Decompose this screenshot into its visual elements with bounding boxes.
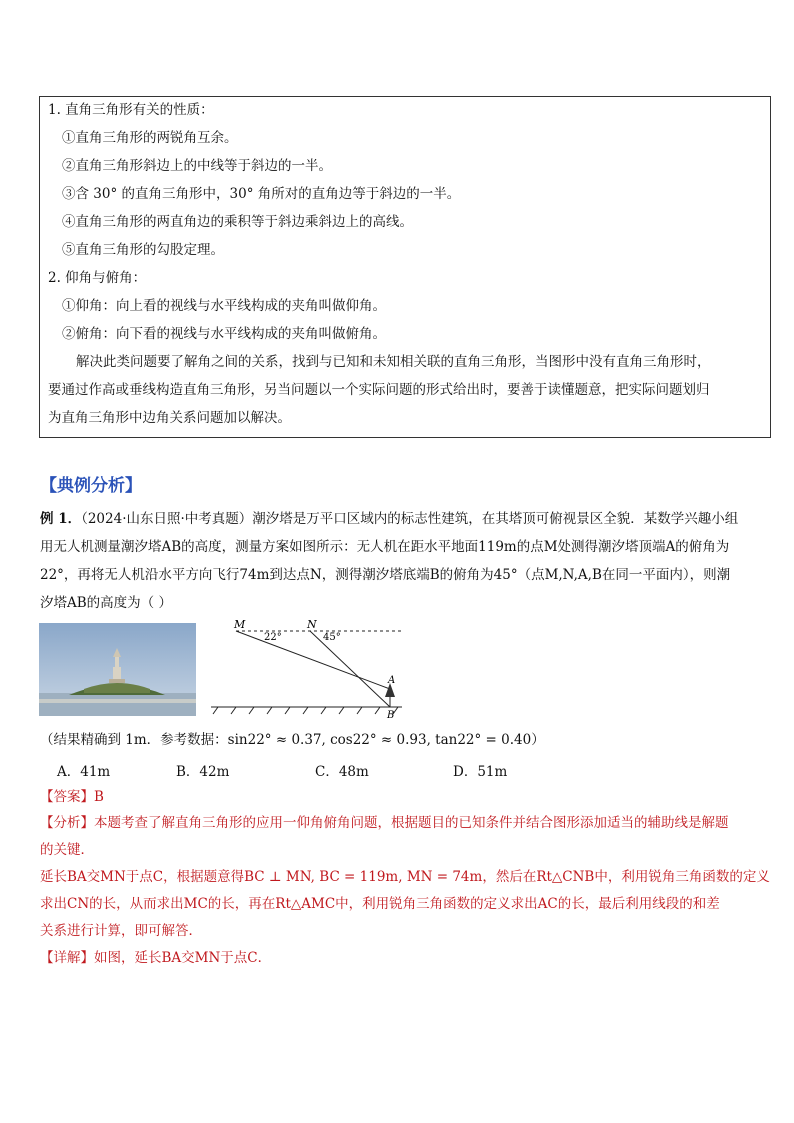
summary-line-4: ③含 30° 的直角三角形中，30° 角所对的直角边等于斜边的一半。 xyxy=(62,186,461,202)
example-line-4: 汐塔AB的高度为（ ） xyxy=(40,595,172,611)
analysis-line-4: 求出CN的长，从而求出MC的长，再在Rt△AMC中，利用锐角三角函数的定义求出AC的长，最后利用线段的和差 xyxy=(40,896,720,912)
angle-45-label: 45° xyxy=(323,632,341,643)
answer-value: B xyxy=(94,789,104,805)
analysis-line-3: 延长BA交MN于点C，根据题意得BC ⊥ MN, BC = 119m, MN = 74m，然后在Rt△CNB中，利用锐角三角函数的定义 xyxy=(40,869,770,885)
reference-data-note: （结果精确到 1m．参考数据：sin22° ≈ 0.37, cos22° ≈ 0.93, tan22° = 0.40） xyxy=(40,732,545,748)
tower-photo xyxy=(39,623,196,716)
analysis-tag: 【分析】 xyxy=(40,815,94,831)
choice-b: B．42m xyxy=(176,764,230,780)
summary-line-9: ②俯角：向下看的视线与水平线构成的夹角叫做俯角。 xyxy=(62,326,386,342)
detail-tag: 【详解】 xyxy=(40,950,94,966)
summary-line-7: 2. 仰角与俯角： xyxy=(48,270,147,286)
detail-line xyxy=(40,949,271,967)
analysis-line-1 xyxy=(40,814,729,832)
example-line-2: 用无人机测量潮汐塔AB的高度，测量方案如图所示：无人机在距水平地面119m的点M处测得潮汐塔顶端A的俯角为 xyxy=(40,539,730,555)
summary-line-6: ⑤直角三角形的勾股定理。 xyxy=(62,242,224,258)
section-heading: 【典例分析】 xyxy=(40,476,142,496)
example-line-3: 22°，再将无人机沿水平方向飞行74m到达点N，测得潮汐塔底端B的俯角为45°（点M,N,A,B在同一平面内），则潮 xyxy=(40,567,731,583)
label-B: B xyxy=(387,710,395,721)
analysis-line-2: 的关键． xyxy=(40,842,94,858)
choice-d: D．51m xyxy=(453,764,508,780)
example-label: 例 1． xyxy=(40,511,82,527)
geometry-diagram xyxy=(206,617,402,723)
summary-line-5: ④直角三角形的两直角边的乘积等于斜边乘斜边上的高线。 xyxy=(62,214,413,230)
example-line-1 xyxy=(40,510,738,528)
summary-line-8: ①仰角：向上看的视线与水平线构成的夹角叫做仰角。 xyxy=(62,298,386,314)
analysis-text-1: 本题考查了解直角三角形的应用一仰角俯角问题，根据题目的已知条件并结合图形添加适当的辅助线是解题 xyxy=(94,815,729,831)
label-N: N xyxy=(307,618,317,631)
angle-22-label: 22° xyxy=(264,632,282,643)
detail-text: 如图，延长BA交MN于点C． xyxy=(94,950,272,966)
choice-a: A．41m xyxy=(57,764,111,780)
answer-tag: 【答案】 xyxy=(40,789,94,805)
choice-c: C．48m xyxy=(315,764,369,780)
label-M: M xyxy=(234,618,246,631)
summary-box xyxy=(39,96,771,438)
analysis-line-5: 关系进行计算，即可解答． xyxy=(40,923,202,939)
summary-line-1: 1. 直角三角形有关的性质： xyxy=(48,102,214,118)
label-A: A xyxy=(388,675,396,686)
summary-line-10: 解决此类问题要了解角之间的关系，找到与已知和未知相关联的直角三角形，当图形中没有直角三角形时， xyxy=(76,354,711,370)
summary-line-3: ②直角三角形斜边上的中线等于斜边的一半。 xyxy=(62,158,332,174)
summary-line-11: 要通过作高或垂线构造直角三角形，另当问题以一个实际问题的形式给出时，要善于读懂题意，把实际问题划归 xyxy=(48,382,710,398)
summary-line-12: 为直角三角形中边角关系问题加以解决。 xyxy=(48,410,291,426)
answer-line xyxy=(40,788,104,806)
summary-line-2: ①直角三角形的两锐角互余。 xyxy=(62,130,238,146)
example-text-1: （2024·山东日照·中考真题）潮汐塔是万平口区域内的标志性建筑，在其塔顶可俯视景区全貌．某数学兴趣小组 xyxy=(81,511,739,527)
